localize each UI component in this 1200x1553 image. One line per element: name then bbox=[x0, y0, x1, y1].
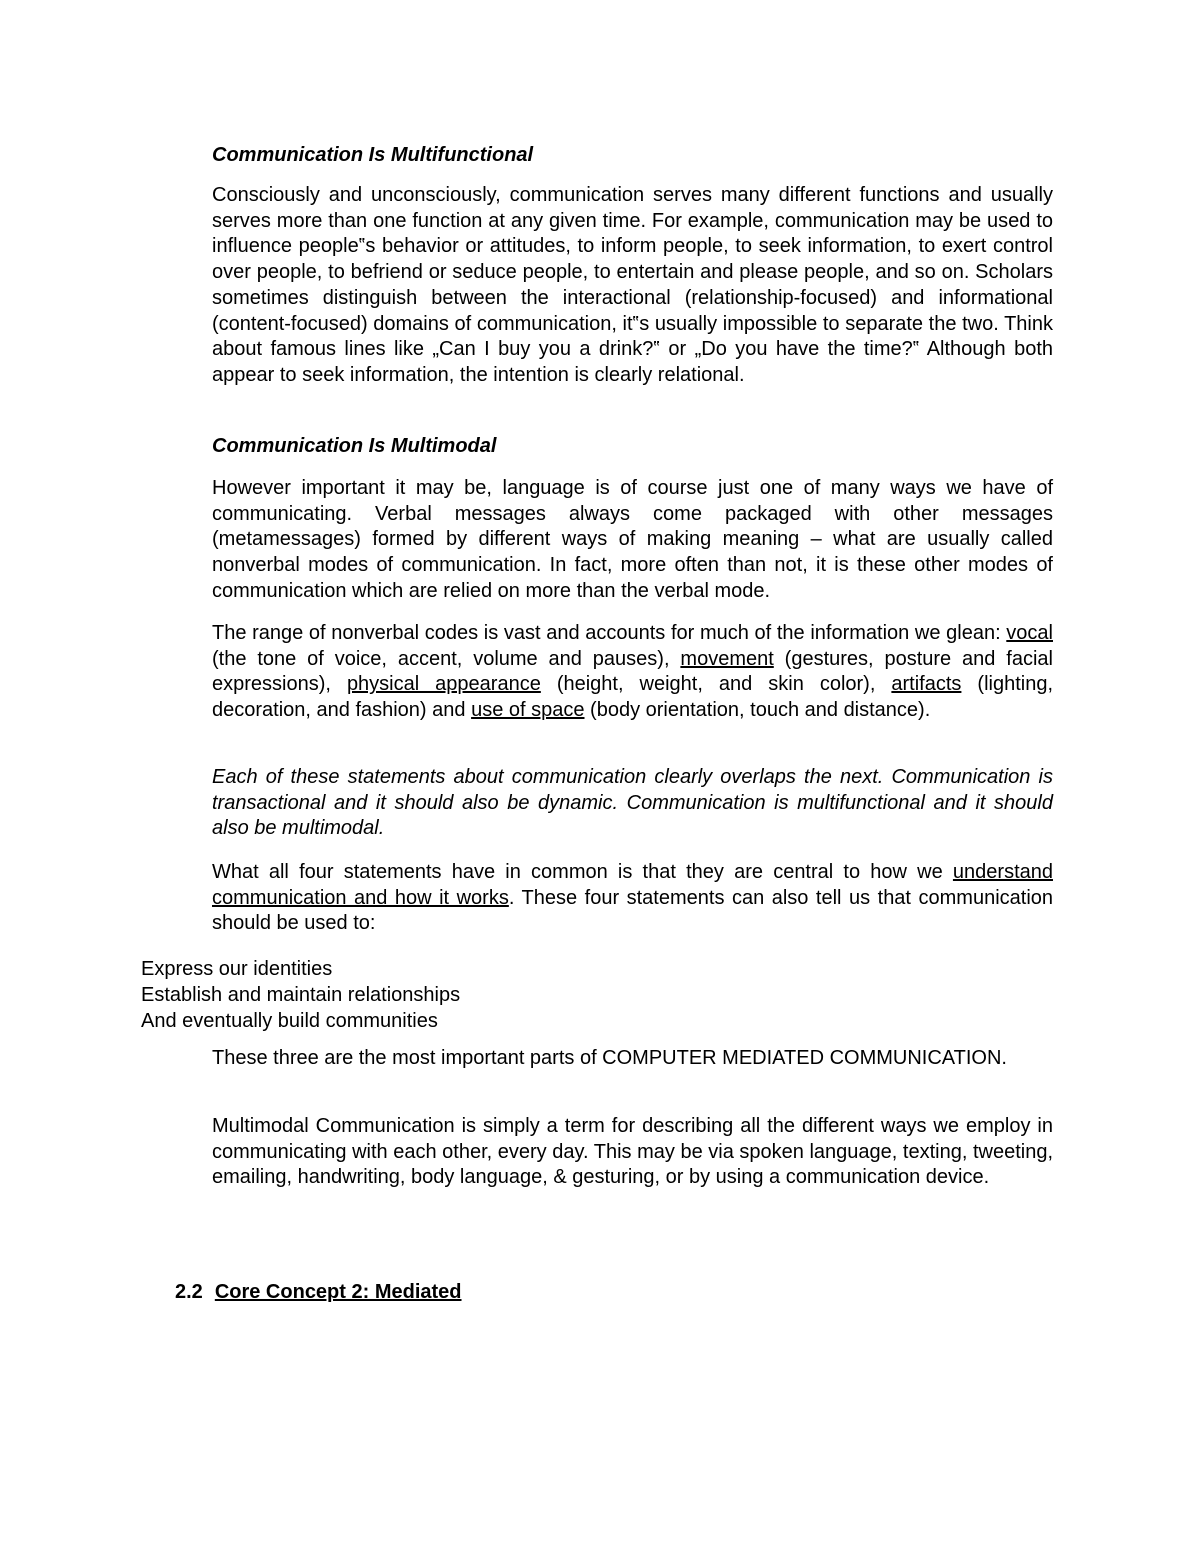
term-movement: movement bbox=[680, 647, 774, 670]
paragraph-language: However important it may be, language is of course just one of many ways we have of communicating. Verbal messages always come packaged with other messages (metamessages) formed by different ways of making meaning – what are usually called nonverbal modes of communication. In fact, more often than not, it is these other modes of communication which are relied on more than the verbal mode. bbox=[212, 477, 1053, 602]
uses-list bbox=[141, 956, 460, 1034]
text-run: What all four statements have in common is that they are central to how we bbox=[212, 861, 953, 883]
list-item: Express our identities bbox=[141, 958, 333, 980]
text-run: (lighting, decoration, and fashion) and bbox=[212, 673, 1054, 722]
paragraph-cmc: These three are the most important parts of COMPUTER MEDIATED COMMUNICATION. bbox=[212, 1047, 1007, 1069]
text-run: (body orientation, touch and distance). bbox=[584, 699, 931, 722]
section-number: 2.2 bbox=[175, 1281, 203, 1303]
list-item: And eventually build communities bbox=[141, 1010, 438, 1032]
paragraph-statements-overlap: Each of these statements about communication clearly overlaps the next. Communication is transactional and it should also be dynamic. Communication is multifunctional and it should also be multimodal. bbox=[212, 766, 1053, 840]
text-run: (gestures, posture and facial expressions), bbox=[212, 647, 1053, 696]
text-run: (the tone of voice, accent, volume and pauses), bbox=[212, 647, 681, 670]
term-understand-communication: understand communication and how it works bbox=[212, 861, 1053, 909]
paragraph-four-statements bbox=[212, 860, 1053, 937]
text-run: . These four statements can also tell us that communication should be used to: bbox=[212, 886, 1054, 935]
paragraph-multifunctional: Consciously and unconsciously, communication serves many different functions and usually serves more than one function at any given time. For example, communication may be used to influence people‟s behavior or attitudes, to inform people, to seek information, to exert control over people, to befriend or seduce people, to entertain and please people, and so on. Scholars sometimes distinguish between the interactional (relationship-focused) and informational (content-focused) domains of communication, it‟s usually impossible to separate the two. Think about famous lines like „Can I buy you a drink?‟ or „Do you have the time?‟ Although both appear to seek information, the intention is clearly relational. bbox=[212, 184, 1053, 386]
list-item: Establish and maintain relationships bbox=[141, 984, 461, 1006]
heading-multimodal: Communication Is Multimodal bbox=[212, 435, 497, 457]
term-vocal: vocal bbox=[1006, 622, 1053, 644]
term-physical-appearance: physical appearance bbox=[346, 673, 541, 696]
section-title-text: Core Concept 2: Mediated bbox=[214, 1281, 462, 1303]
section-title-core-concept-2 bbox=[175, 1280, 462, 1304]
paragraph-nonverbal-codes bbox=[212, 621, 1053, 724]
heading-multifunctional: Communication Is Multifunctional bbox=[212, 144, 534, 166]
text-run: (height, weight, and skin color), bbox=[540, 673, 892, 696]
term-artifacts: artifacts bbox=[891, 673, 962, 696]
paragraph-multimodal-definition: Multimodal Communication is simply a term for describing all the different ways we employ in communicating with each other, every day. This may be via spoken language, texting, tweeting, emailing, handwriting, body language, & gesturing, or by using a communication device. bbox=[212, 1115, 1053, 1189]
text-run: The range of nonverbal codes is vast and accounts for much of the information we glean: bbox=[212, 622, 1007, 644]
term-use-of-space: use of space bbox=[471, 699, 585, 722]
